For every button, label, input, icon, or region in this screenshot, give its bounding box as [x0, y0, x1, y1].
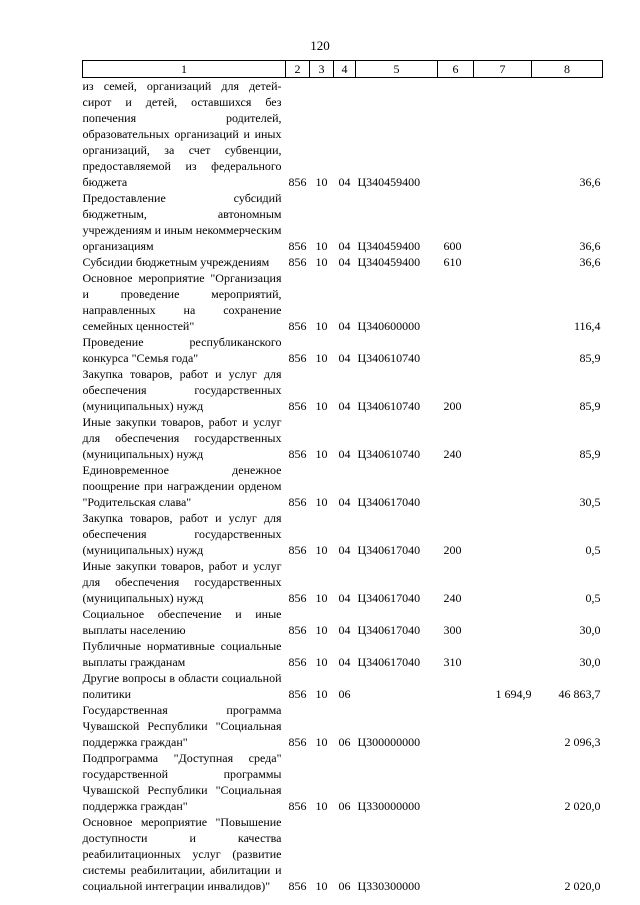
column-header: 8 — [532, 61, 603, 78]
row-subsection: 04 — [338, 447, 351, 461]
row-amount-b: 46 863,7 — [558, 687, 601, 701]
row-admin-code: 856 — [288, 735, 307, 749]
table-row — [83, 334, 603, 366]
row-amount-a — [474, 558, 532, 606]
row-amount-a — [474, 270, 532, 334]
row-name: Другие вопросы в области социальной политики — [82, 671, 282, 701]
row-section: 10 — [315, 239, 328, 253]
row-name: Иные закупки товаров, работ и услуг для обеспечения государственных (муниципальных) нужд — [82, 559, 282, 605]
row-expense-type — [438, 270, 474, 334]
row-subsection: 06 — [338, 687, 351, 701]
row-section: 10 — [315, 799, 328, 813]
row-target-article: Ц340617040 — [357, 495, 421, 509]
row-subsection: 04 — [338, 239, 351, 253]
row-target-article — [356, 670, 438, 702]
row-admin-code: 856 — [288, 495, 307, 509]
row-admin-code: 856 — [288, 591, 307, 605]
row-target-article: Ц340610740 — [357, 447, 421, 461]
row-name: Государственная программа Чувашской Республики "Социальная поддержка граждан" — [82, 703, 282, 749]
row-name: Социальное обеспечение и иные выплаты населению — [82, 607, 282, 637]
row-amount-b: 0,5 — [585, 543, 601, 557]
row-amount-b: 85,9 — [579, 447, 601, 461]
row-subsection: 06 — [338, 735, 351, 749]
column-header: 7 — [474, 61, 532, 78]
row-expense-type — [438, 78, 474, 191]
row-expense-type: 240 — [443, 447, 462, 461]
row-section: 10 — [315, 687, 328, 701]
row-name: Иные закупки товаров, работ и услуг для обеспечения государственных (муниципальных) нужд — [82, 415, 282, 461]
row-target-article: Ц340610740 — [357, 351, 421, 365]
column-header: 6 — [438, 61, 474, 78]
row-name: Единовременное денежное поощрение при награждении орденом "Родительская слава" — [82, 463, 282, 509]
row-expense-type: 240 — [443, 591, 462, 605]
row-amount-b: 116,4 — [573, 319, 601, 333]
row-amount-b: 36,6 — [579, 175, 601, 189]
row-admin-code: 856 — [288, 255, 307, 269]
table-row — [83, 558, 603, 606]
row-name: Основное мероприятие "Повышение доступности и качества реабилитационных услуг (развитие системы реабилитации, абилитации и социальной интеграции инвалидов)" — [82, 815, 282, 893]
row-admin-code: 856 — [288, 655, 307, 669]
row-amount-b: 36,6 — [579, 239, 601, 253]
row-subsection: 04 — [338, 543, 351, 557]
page-number: 120 — [310, 38, 330, 53]
row-amount-a — [474, 750, 532, 814]
row-amount-a — [474, 414, 532, 462]
row-expense-type: 310 — [443, 655, 462, 669]
table-row — [83, 750, 603, 814]
row-admin-code: 856 — [288, 319, 307, 333]
row-subsection: 06 — [338, 879, 351, 893]
row-admin-code: 856 — [288, 175, 307, 189]
column-header: 2 — [286, 61, 310, 78]
row-target-article: Ц340617040 — [357, 655, 421, 669]
table-row — [83, 606, 603, 638]
row-expense-type — [438, 750, 474, 814]
row-expense-type: 600 — [443, 239, 462, 253]
table-row — [83, 462, 603, 510]
row-section: 10 — [315, 255, 328, 269]
row-subsection: 04 — [338, 175, 351, 189]
row-amount-a — [474, 78, 532, 191]
row-admin-code: 856 — [288, 879, 307, 893]
row-name: Субсидии бюджетным учреждениям — [82, 255, 270, 269]
row-admin-code: 856 — [288, 447, 307, 461]
table-row — [83, 270, 603, 334]
row-admin-code: 856 — [288, 687, 307, 701]
row-admin-code: 856 — [288, 799, 307, 813]
row-amount-b: 30,0 — [579, 655, 601, 669]
row-section: 10 — [315, 351, 328, 365]
row-section: 10 — [315, 399, 328, 413]
row-amount-b: 2 020,0 — [564, 799, 601, 813]
row-amount-b: 2 096,3 — [564, 735, 601, 749]
row-section: 10 — [315, 591, 328, 605]
row-expense-type — [438, 702, 474, 750]
row-admin-code: 856 — [288, 351, 307, 365]
table-row — [83, 814, 603, 894]
table-row — [83, 78, 603, 191]
row-subsection: 04 — [338, 399, 351, 413]
row-target-article: Ц340459400 — [357, 239, 421, 253]
row-amount-b: 0,5 — [585, 591, 601, 605]
table-row — [83, 414, 603, 462]
row-admin-code: 856 — [288, 239, 307, 253]
row-amount-a — [474, 702, 532, 750]
row-expense-type: 610 — [443, 255, 462, 269]
column-header: 1 — [83, 61, 286, 78]
table-row — [83, 190, 603, 254]
row-amount-b: 85,9 — [579, 351, 601, 365]
row-section: 10 — [315, 175, 328, 189]
row-amount-a — [474, 334, 532, 366]
row-amount-a — [474, 190, 532, 254]
row-target-article: Ц330000000 — [357, 799, 421, 813]
budget-table — [82, 60, 603, 894]
row-subsection: 06 — [338, 799, 351, 813]
row-expense-type: 300 — [443, 623, 462, 637]
row-subsection: 04 — [338, 255, 351, 269]
table-row — [83, 254, 603, 270]
row-expense-type — [438, 670, 474, 702]
row-expense-type: 200 — [443, 399, 462, 413]
row-expense-type — [438, 334, 474, 366]
row-name: Проведение республиканского конкурса "Семья года" — [82, 335, 282, 365]
row-name: Закупка товаров, работ и услуг для обеспечения государственных (муниципальных) нужд — [82, 367, 282, 413]
row-name: из семей, организаций для детей-сирот и детей, оставшихся без попечения родителей, образовательных организаций и иных организаций, за счет субвенции, предоставляемой из федерального бюджета — [82, 79, 282, 189]
row-section: 10 — [315, 655, 328, 669]
row-section: 10 — [315, 447, 328, 461]
row-subsection: 04 — [338, 655, 351, 669]
row-expense-type — [438, 814, 474, 894]
row-amount-a — [474, 254, 532, 270]
row-admin-code: 856 — [288, 399, 307, 413]
row-target-article: Ц340459400 — [357, 255, 421, 269]
row-target-article: Ц340459400 — [357, 175, 421, 189]
row-subsection: 04 — [338, 319, 351, 333]
row-subsection: 04 — [338, 495, 351, 509]
row-section: 10 — [315, 543, 328, 557]
table-row — [83, 670, 603, 702]
row-expense-type — [438, 462, 474, 510]
row-section: 10 — [315, 623, 328, 637]
row-subsection: 04 — [338, 623, 351, 637]
table-row — [83, 366, 603, 414]
row-amount-a — [474, 606, 532, 638]
row-subsection: 04 — [338, 591, 351, 605]
row-section: 10 — [315, 495, 328, 509]
table-header-row — [83, 61, 603, 78]
row-target-article: Ц340610740 — [357, 399, 421, 413]
column-header: 5 — [356, 61, 438, 78]
row-amount-a — [474, 510, 532, 558]
row-amount-a — [474, 638, 532, 670]
table-row — [83, 638, 603, 670]
row-name: Закупка товаров, работ и услуг для обеспечения государственных (муниципальных) нужд — [82, 511, 282, 557]
row-amount-b: 30,0 — [579, 623, 601, 637]
row-expense-type: 200 — [443, 543, 462, 557]
row-name: Предоставление субсидий бюджетным, автономным учреждениям и иным некоммерческим организациям — [82, 191, 282, 253]
row-section: 10 — [315, 879, 328, 893]
row-admin-code: 856 — [288, 543, 307, 557]
row-target-article: Ц340617040 — [357, 623, 421, 637]
row-amount-a — [474, 366, 532, 414]
column-header: 4 — [334, 61, 356, 78]
row-target-article: Ц300000000 — [357, 735, 421, 749]
row-subsection: 04 — [338, 351, 351, 365]
row-amount-a: 1 694,9 — [495, 687, 532, 701]
table-row — [83, 510, 603, 558]
row-target-article: Ц340617040 — [357, 543, 421, 557]
row-section: 10 — [315, 735, 328, 749]
row-name: Основное мероприятие "Организация и проведение мероприятий, направленных на сохранение семейных ценностей" — [82, 271, 282, 333]
row-name: Публичные нормативные социальные выплаты гражданам — [82, 639, 282, 669]
row-amount-a — [474, 462, 532, 510]
row-amount-b: 36,6 — [579, 255, 601, 269]
row-amount-b: 85,9 — [579, 399, 601, 413]
column-header: 3 — [310, 61, 334, 78]
row-amount-b: 30,5 — [579, 495, 601, 509]
row-target-article: Ц340617040 — [357, 591, 421, 605]
row-amount-b: 2 020,0 — [564, 879, 601, 893]
row-admin-code: 856 — [288, 623, 307, 637]
row-name: Подпрограмма "Доступная среда" государственной программы Чувашской Республики "Социальная поддержка граждан" — [82, 751, 282, 813]
table-row — [83, 702, 603, 750]
row-section: 10 — [315, 319, 328, 333]
row-target-article: Ц340600000 — [357, 319, 421, 333]
row-target-article: Ц330300000 — [357, 879, 421, 893]
row-amount-a — [474, 814, 532, 894]
